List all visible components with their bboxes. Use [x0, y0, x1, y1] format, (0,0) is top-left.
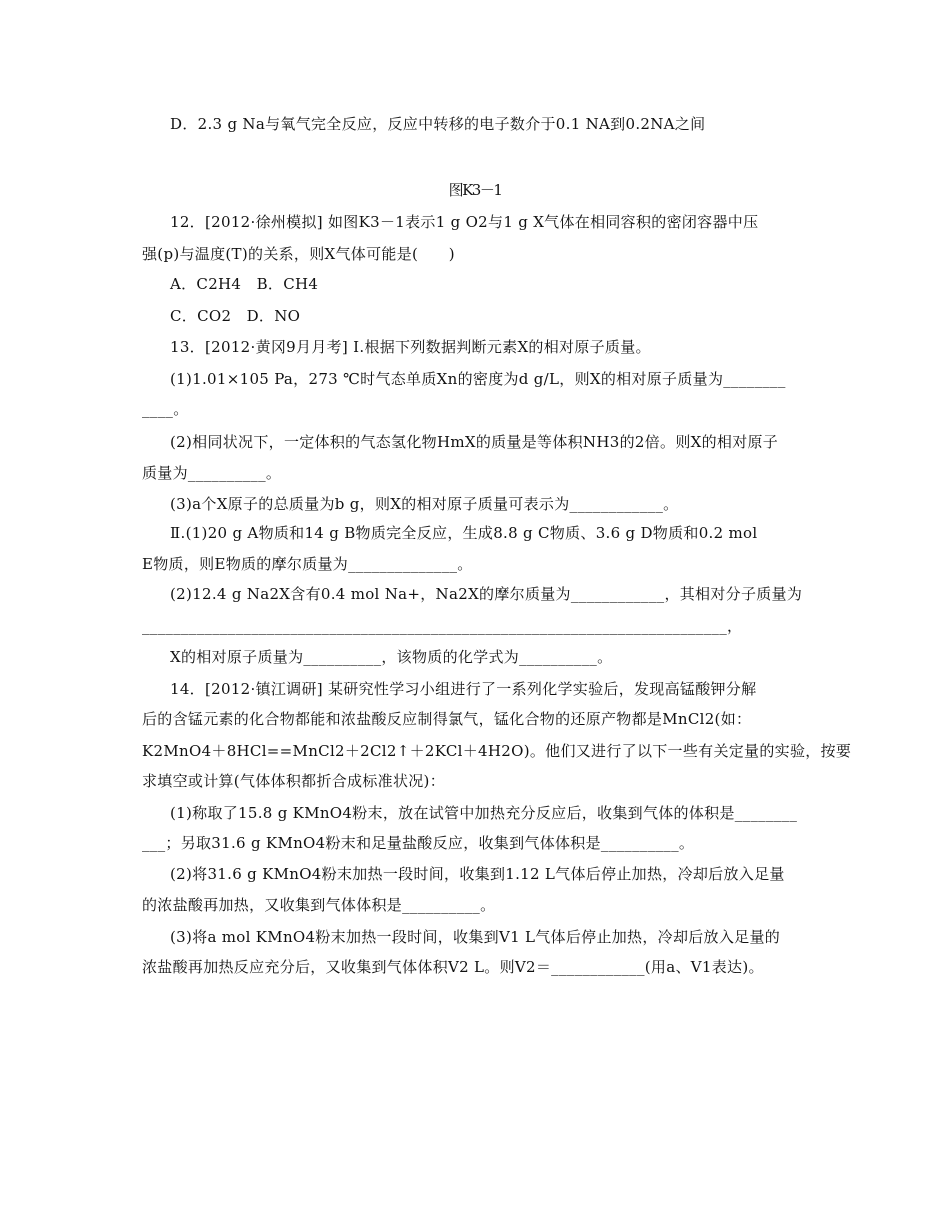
- q13-part1-line1: (1)1.01×105 Pa，273 ℃时气态单质Xn的密度为d g/L，则X的相对原子质量为________: [170, 370, 786, 388]
- q14-part2-line1: (2)将31.6 g KMnO4粉末加热一段时间，收集到1.12 L气体后停止加热，冷却后放入足量: [170, 865, 785, 883]
- q14-intro-line4: 求填空或计算(气体体积都折合成标准状况)：: [142, 772, 446, 790]
- q12-stem-line2: 强(p)与温度(T)的关系，则X气体可能是( ): [142, 245, 455, 263]
- q14-part3-line1: (3)将a mol KMnO4粉末加热一段时间，收集到V1 L气体后停止加热，冷却后放入足量的: [170, 928, 781, 946]
- q13-ii-part1-line1: Ⅱ.(1)20 g A物质和14 g B物质完全反应，生成8.8 g C物质、3.6 g D物质和0.2 mol: [170, 524, 758, 542]
- q13-ii-part2-line1: (2)12.4 g Na2X含有0.4 mol Na+，Na2X的摩尔质量为____________，其相对分子质量为: [170, 585, 803, 603]
- q14-part3-line2: 浓盐酸再加热反应充分后，又收集到气体体积V2 L。则V2＝____________(用a、V1表达)。: [142, 958, 764, 976]
- q13-part2-line2: 质量为__________。: [142, 464, 282, 482]
- q13-part1-line2: ____。: [142, 400, 189, 418]
- q13-part2-line1: (2)相同状况下，一定体积的气态氢化物HmX的质量是等体积NH3的2倍。则X的相对原子: [170, 433, 779, 451]
- q13-ii-part2-line2: ___________________________________________________________________________，: [142, 617, 743, 635]
- q13-intro: 13．[2012·黄冈9月月考] Ⅰ.根据下列数据判断元素X的相对原子质量。: [170, 338, 651, 356]
- q13-ii-part2-line3: X的相对原子质量为__________，该物质的化学式为__________。: [170, 648, 613, 666]
- q13-part3: (3)a个X原子的总质量为b g，则X的相对原子质量可表示为____________。: [170, 495, 679, 513]
- q14-intro-line3: K2MnO4＋8HCl==MnCl2＋2Cl2↑＋2KCl＋4H2O)。他们又进行了以下一些有关定量的实验，按要: [142, 742, 852, 760]
- q12-options-ab: A．C2H4 B．CH4: [170, 275, 319, 293]
- q13-ii-part1-line2: E物质，则E物质的摩尔质量为______________。: [142, 555, 473, 573]
- figure-caption: 图K3－1: [448, 181, 502, 199]
- q14-intro-line1: 14．[2012·镇江调研] 某研究性学习小组进行了一系列化学实验后，发现高锰酸钾分解: [170, 680, 757, 698]
- q14-part2-line2: 的浓盐酸再加热，又收集到气体体积是__________。: [142, 896, 496, 914]
- q14-part1-line1: (1)称取了15.8 g KMnO4粉末，放在试管中加热充分反应后，收集到气体的体积是________: [170, 804, 798, 822]
- q12-options-cd: C．CO2 D．NO: [170, 307, 301, 325]
- q12-stem-line1: 12．[2012·徐州模拟] 如图K3－1表示1 g O2与1 g X气体在相同容积的密闭容器中压: [170, 213, 759, 231]
- option-d-text: D．2.3 g Na与氧气完全反应，反应中转移的电子数介于0.1 NA到0.2NA之间: [170, 115, 706, 133]
- q14-intro-line2: 后的含锰元素的化合物都能和浓盐酸反应制得氯气，锰化合物的还原产物都是MnCl2(如：: [142, 710, 752, 728]
- q14-part1-line2: ___；另取31.6 g KMnO4粉末和足量盐酸反应，收集到气体体积是__________。: [142, 834, 695, 852]
